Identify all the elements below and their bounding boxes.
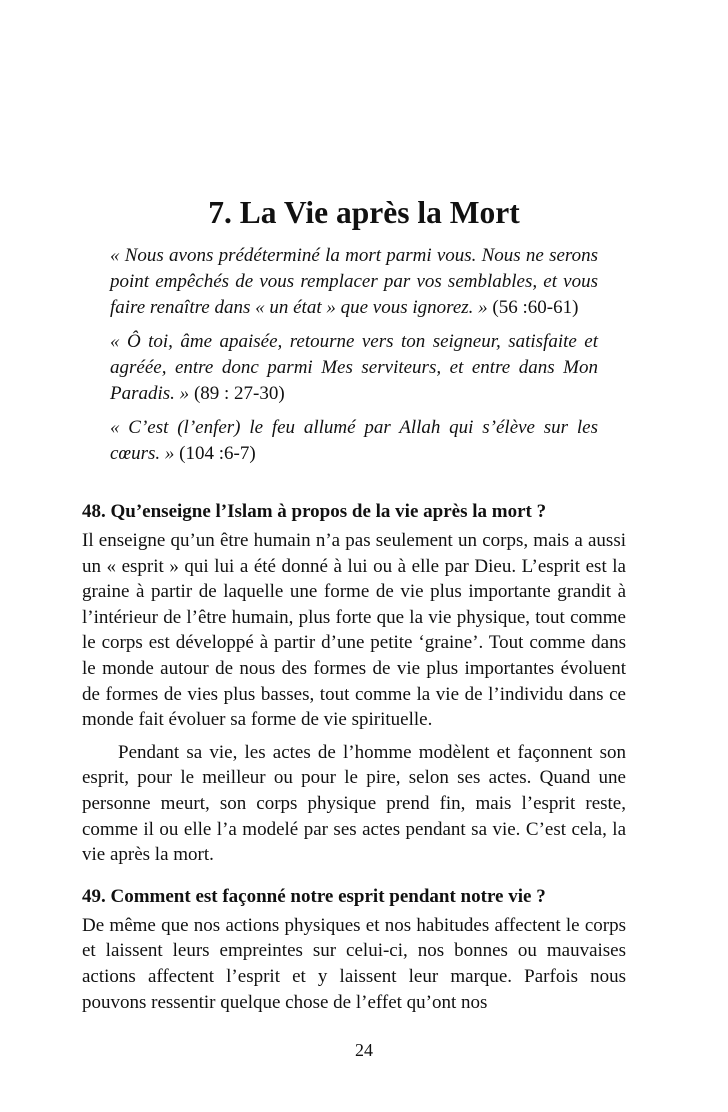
quote-text: « Nous avons prédéterminé la mort parmi vous. Nous ne serons point empêchés de vous remplacer par vos semblables, et vous faire renaître dans « un état » que vous ignorez. » <box>110 245 598 318</box>
quote-2 <box>110 329 598 407</box>
chapter-title: 7. La Vie après la Mort <box>208 195 520 230</box>
quote-block <box>110 243 598 475</box>
answer-48-paragraph-1: Il enseigne qu’un être humain n’a pas seulement un corps, mais a aussi un « esprit » qui lui a été donné à lui ou à elle par Dieu. L’esprit est la graine à partir de laquelle une forme de vie plus importante grandit à l’intérieur de l’être humain, plus forte que la vie physique, tout comme le corps est développé à partir d’une petite ‘graine’. Tout comme dans le monde autour de nous des formes de vie plus importantes évoluent de formes de vies plus basses, tout comme la vie de l’individu dans ce monde fait évoluer sa forme de vie spirituelle. <box>82 530 626 731</box>
quote-text: « Ô toi, âme apaisée, retourne vers ton seigneur, satisfaite et agréée, entre donc parmi Mes serviteurs, et entre dans Mon Paradis. » <box>110 331 598 404</box>
quote-reference: (89 : 27-30) <box>193 383 285 404</box>
quote-text: « C’est (l’enfer) le feu allumé par Allah qui s’élève sur les cœurs. » <box>110 417 598 464</box>
page-number: 24 <box>355 1040 373 1060</box>
question-48-heading: 48. Qu’enseigne l’Islam à propos de la vie après la mort ? <box>82 501 547 522</box>
quote-reference: (104 :6-7) <box>179 443 256 464</box>
quote-3 <box>110 415 598 467</box>
question-49-heading: 49. Comment est façonné notre esprit pendant notre vie ? <box>82 885 546 907</box>
answer-48-paragraph-2: Pendant sa vie, les actes de l’homme modèlent et façonnent son esprit, pour le meilleur ou pour le pire, selon ses actes. Quand une personne meurt, son corps physique prend fin, mais l’esprit reste, comme il ou elle l’a modelé par ses actes pendant sa vie. C’est cela, la vie après la mort. <box>82 741 626 866</box>
body-text <box>82 499 626 1022</box>
quote-reference: (56 :60-61) <box>492 297 579 318</box>
quote-1 <box>110 243 598 321</box>
answer-49-paragraph-1: De même que nos actions physiques et nos habitudes affectent le corps et laissent leurs empreintes sur celui-ci, nos bonnes ou mauvaises actions affectent l’esprit et y laissent leur marque. Parfois nous pouvons ressentir quelque chose de l’effet qu’ont nos <box>82 914 626 1013</box>
